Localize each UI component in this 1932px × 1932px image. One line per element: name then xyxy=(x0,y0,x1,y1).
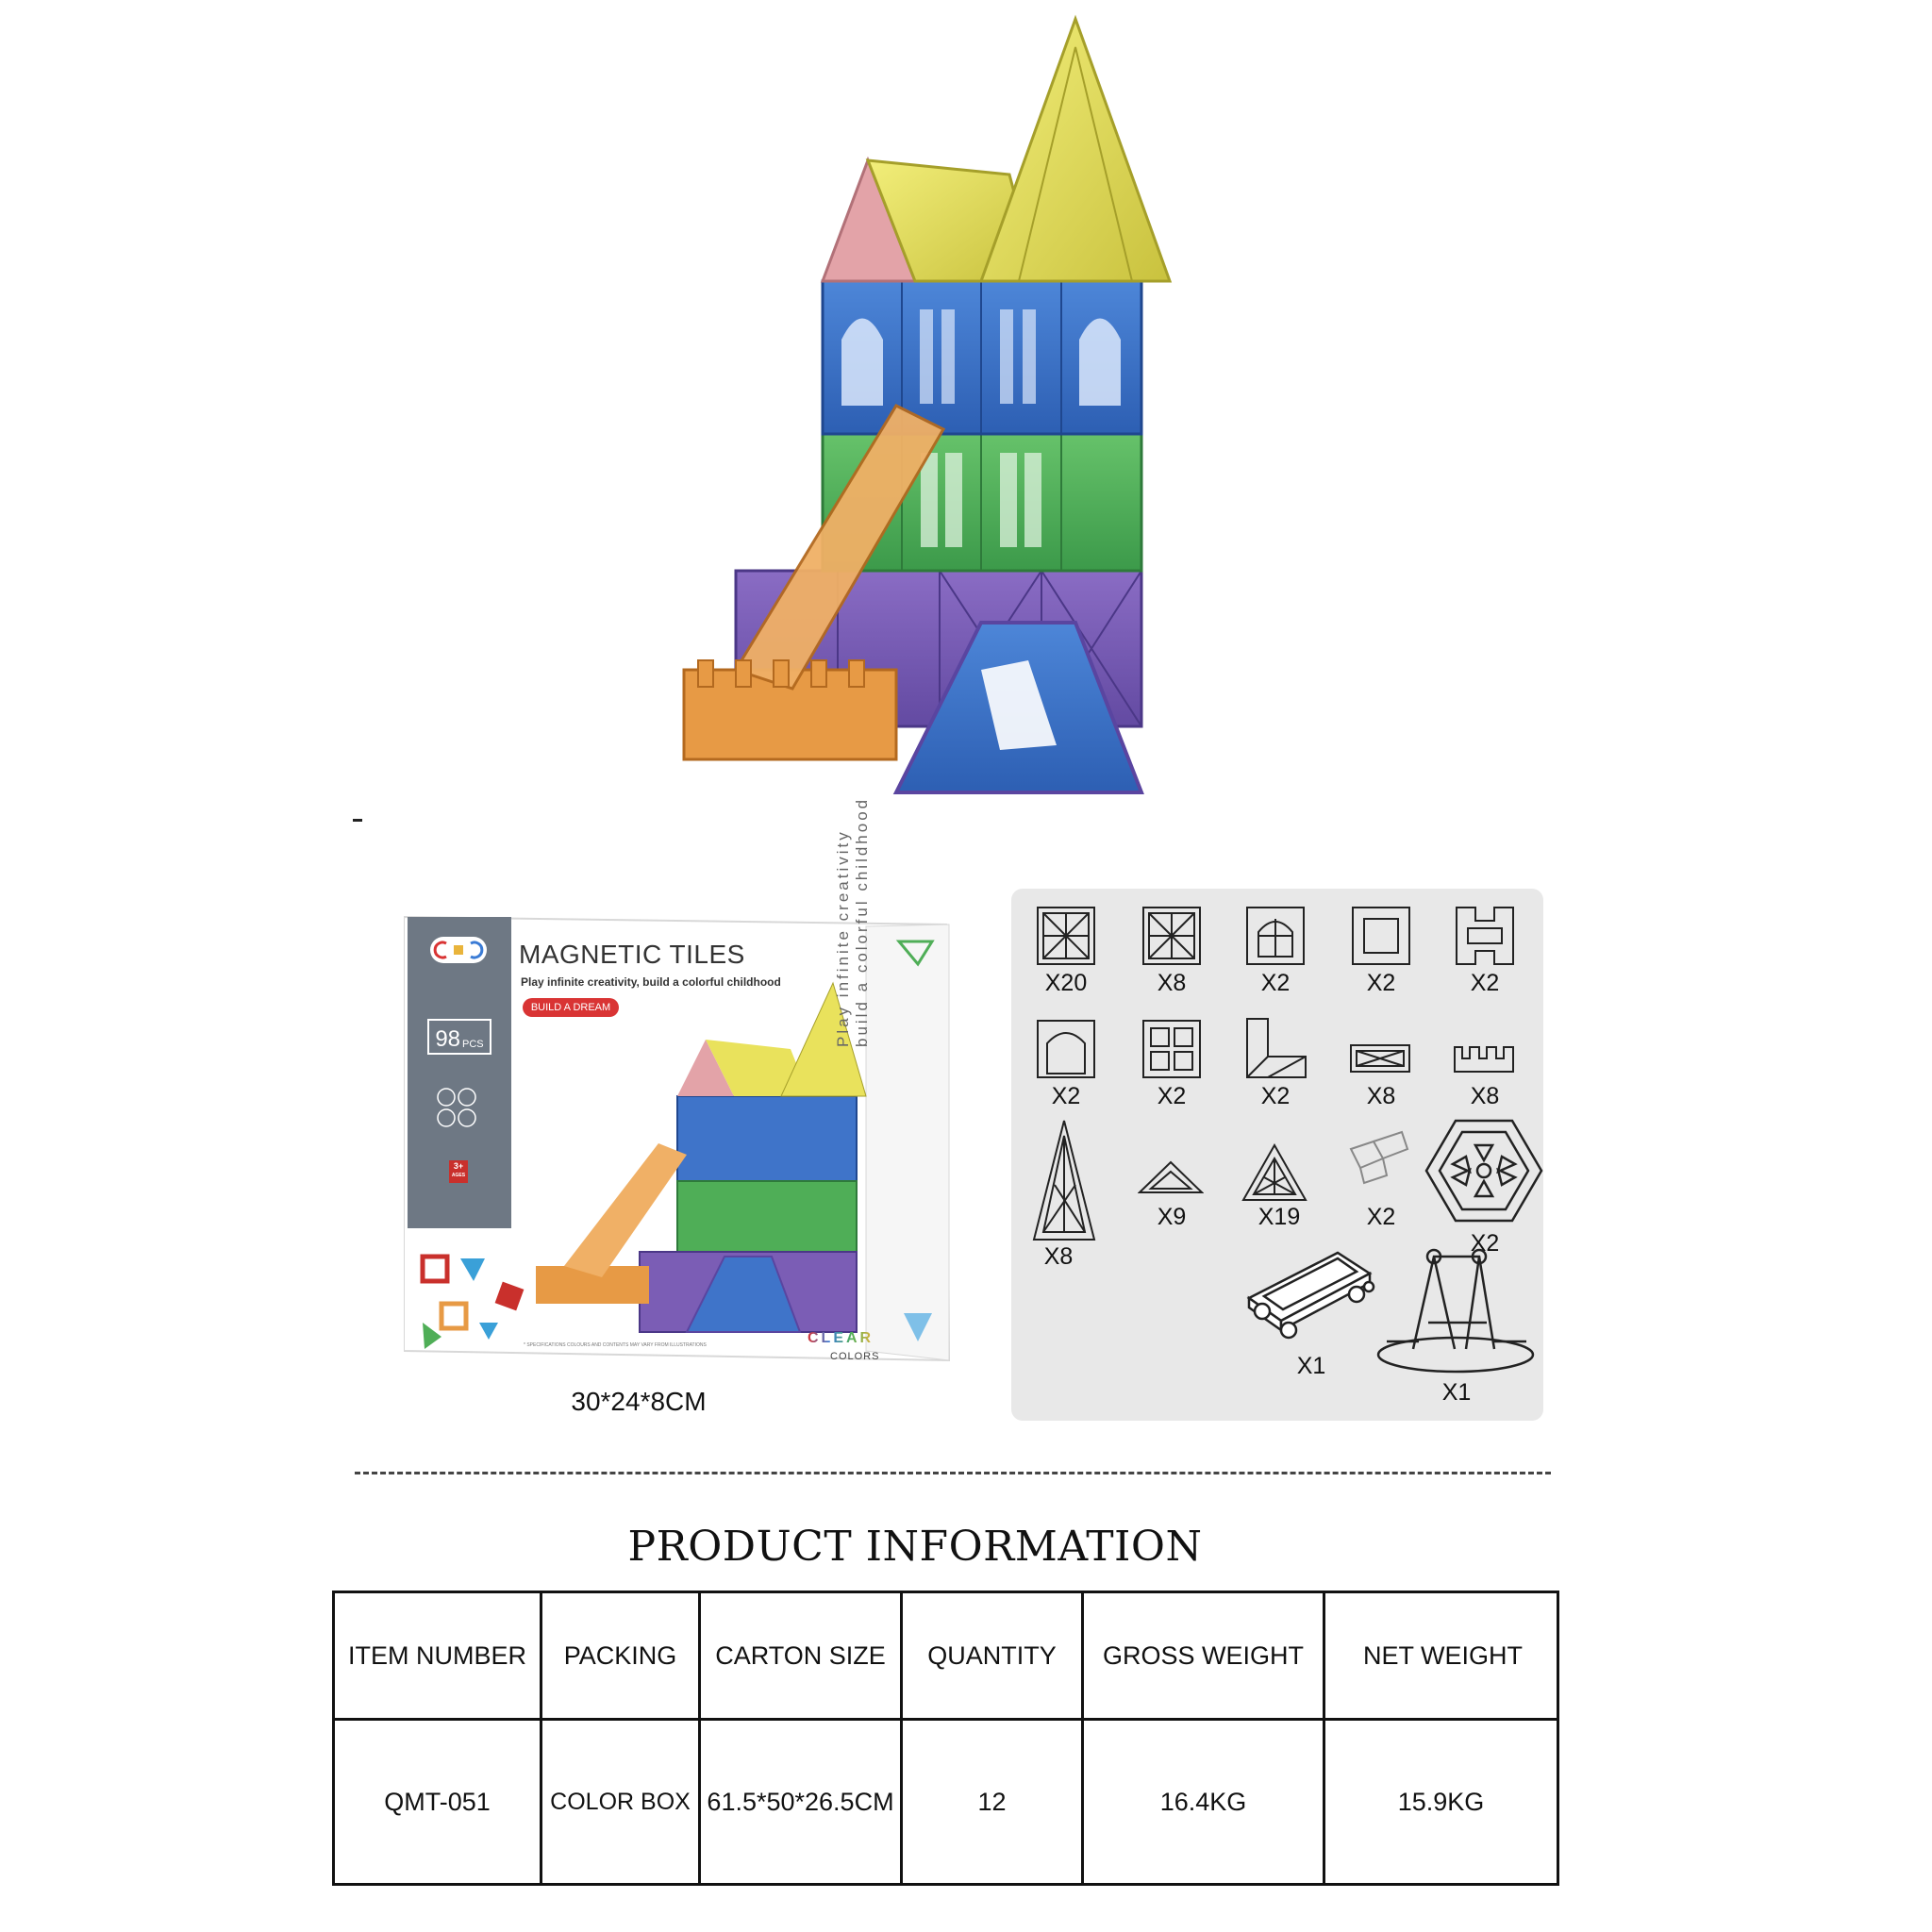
star-square-tile-icon xyxy=(1141,906,1202,966)
frame-square-tile-icon xyxy=(1351,906,1411,966)
part-qty: X20 xyxy=(1044,970,1088,996)
piece-count-badge xyxy=(427,1019,491,1055)
box-badge: BUILD A DREAM xyxy=(523,998,619,1017)
equilateral-triangle-tile-icon xyxy=(1241,1143,1307,1202)
value-quantity: 12 xyxy=(902,1720,1083,1885)
box-subtitle: Play infinite creativity, build a colorful childhood xyxy=(521,975,781,989)
header-carton-size: CARTON SIZE xyxy=(700,1592,902,1720)
part-qty: X2 xyxy=(1470,1230,1500,1257)
header-item-number: ITEM NUMBER xyxy=(334,1592,541,1720)
feature-icons xyxy=(436,1087,477,1128)
age-unit: AGES xyxy=(451,1173,466,1178)
part-qty: X2 xyxy=(1366,1204,1396,1230)
four-pane-window-tile-icon xyxy=(1141,1019,1202,1079)
product-information-table xyxy=(332,1591,1559,1886)
header-packing: PACKING xyxy=(541,1592,700,1720)
part-qty: X2 xyxy=(1260,970,1291,996)
box-side-text xyxy=(834,796,900,1047)
part-qty: X8 xyxy=(1043,1243,1074,1270)
parts-list-panel xyxy=(1011,889,1543,1421)
part-qty: X2 xyxy=(1366,970,1396,996)
header-gross-weight: GROSS WEIGHT xyxy=(1083,1592,1324,1720)
header-net-weight: NET WEIGHT xyxy=(1324,1592,1558,1720)
table-header-row xyxy=(334,1592,1558,1720)
part-qty: X2 xyxy=(1051,1083,1081,1109)
piece-count: 98 xyxy=(435,1026,461,1052)
door-tile-icon xyxy=(1036,1019,1096,1079)
part-qty: X8 xyxy=(1470,1083,1500,1109)
l-shape-tile-icon xyxy=(1245,1017,1307,1079)
header-quantity: QUANTITY xyxy=(902,1592,1083,1720)
age-badge xyxy=(449,1160,468,1183)
hexagon-wheel-icon xyxy=(1424,1119,1543,1223)
tall-triangle-tile-icon xyxy=(1032,1119,1096,1241)
ferris-stand-icon xyxy=(1375,1243,1536,1375)
wheeled-base-icon xyxy=(1243,1249,1375,1343)
box-side-text-line2: build a colorful childhood xyxy=(853,796,871,1047)
product-information-title: PRODUCT INFORMATION xyxy=(627,1523,1203,1571)
value-item-number: QMT-051 xyxy=(334,1720,541,1885)
battlement-tile-icon xyxy=(1453,1045,1515,1074)
part-qty: X2 xyxy=(1260,1083,1291,1109)
colors-label: COLORS xyxy=(830,1351,880,1362)
brand-logo xyxy=(429,936,488,964)
part-qty: X2 xyxy=(1157,1083,1187,1109)
h-shape-tile-icon xyxy=(1455,906,1515,966)
part-qty: X1 xyxy=(1441,1379,1472,1406)
rectangle-tile-icon xyxy=(1349,1043,1411,1074)
stray-dash-mark xyxy=(353,819,362,822)
cross-square-tile-icon xyxy=(1036,906,1096,966)
small-triangle-tile-icon xyxy=(1138,1160,1204,1194)
clear-label xyxy=(808,1330,874,1347)
table-row xyxy=(334,1720,1558,1885)
part-qty: X8 xyxy=(1366,1083,1396,1109)
part-qty: X2 xyxy=(1470,970,1500,996)
arch-window-tile-icon xyxy=(1245,906,1306,966)
castle-product-photo xyxy=(453,9,1264,811)
value-carton-size: 61.5*50*26.5CM xyxy=(700,1720,902,1885)
box-disclaimer: * SPECIFICATIONS COLOURS AND CONTENTS MAY VARY FROM ILLUSTRATIONS xyxy=(524,1342,707,1348)
clear-label-text: CLEAR xyxy=(808,1330,874,1346)
part-qty: X1 xyxy=(1296,1353,1326,1379)
value-gross-weight: 16.4KG xyxy=(1083,1720,1324,1885)
connector-piece-icon xyxy=(1345,1121,1411,1187)
value-packing: COLOR BOX xyxy=(541,1720,700,1885)
value-net-weight: 15.9KG xyxy=(1324,1720,1558,1885)
box-dimensions: 30*24*8CM xyxy=(571,1387,707,1416)
dashed-divider xyxy=(355,1472,1551,1474)
age-value: 3+ xyxy=(453,1161,464,1171)
piece-count-unit: PCS xyxy=(462,1039,484,1050)
part-qty: X19 xyxy=(1257,1204,1301,1230)
part-qty: X9 xyxy=(1157,1204,1187,1230)
part-qty: X8 xyxy=(1157,970,1187,996)
box-side-text-line1: Play infinite creativity xyxy=(834,829,852,1047)
box-title: MAGNETIC TILES xyxy=(519,940,745,969)
